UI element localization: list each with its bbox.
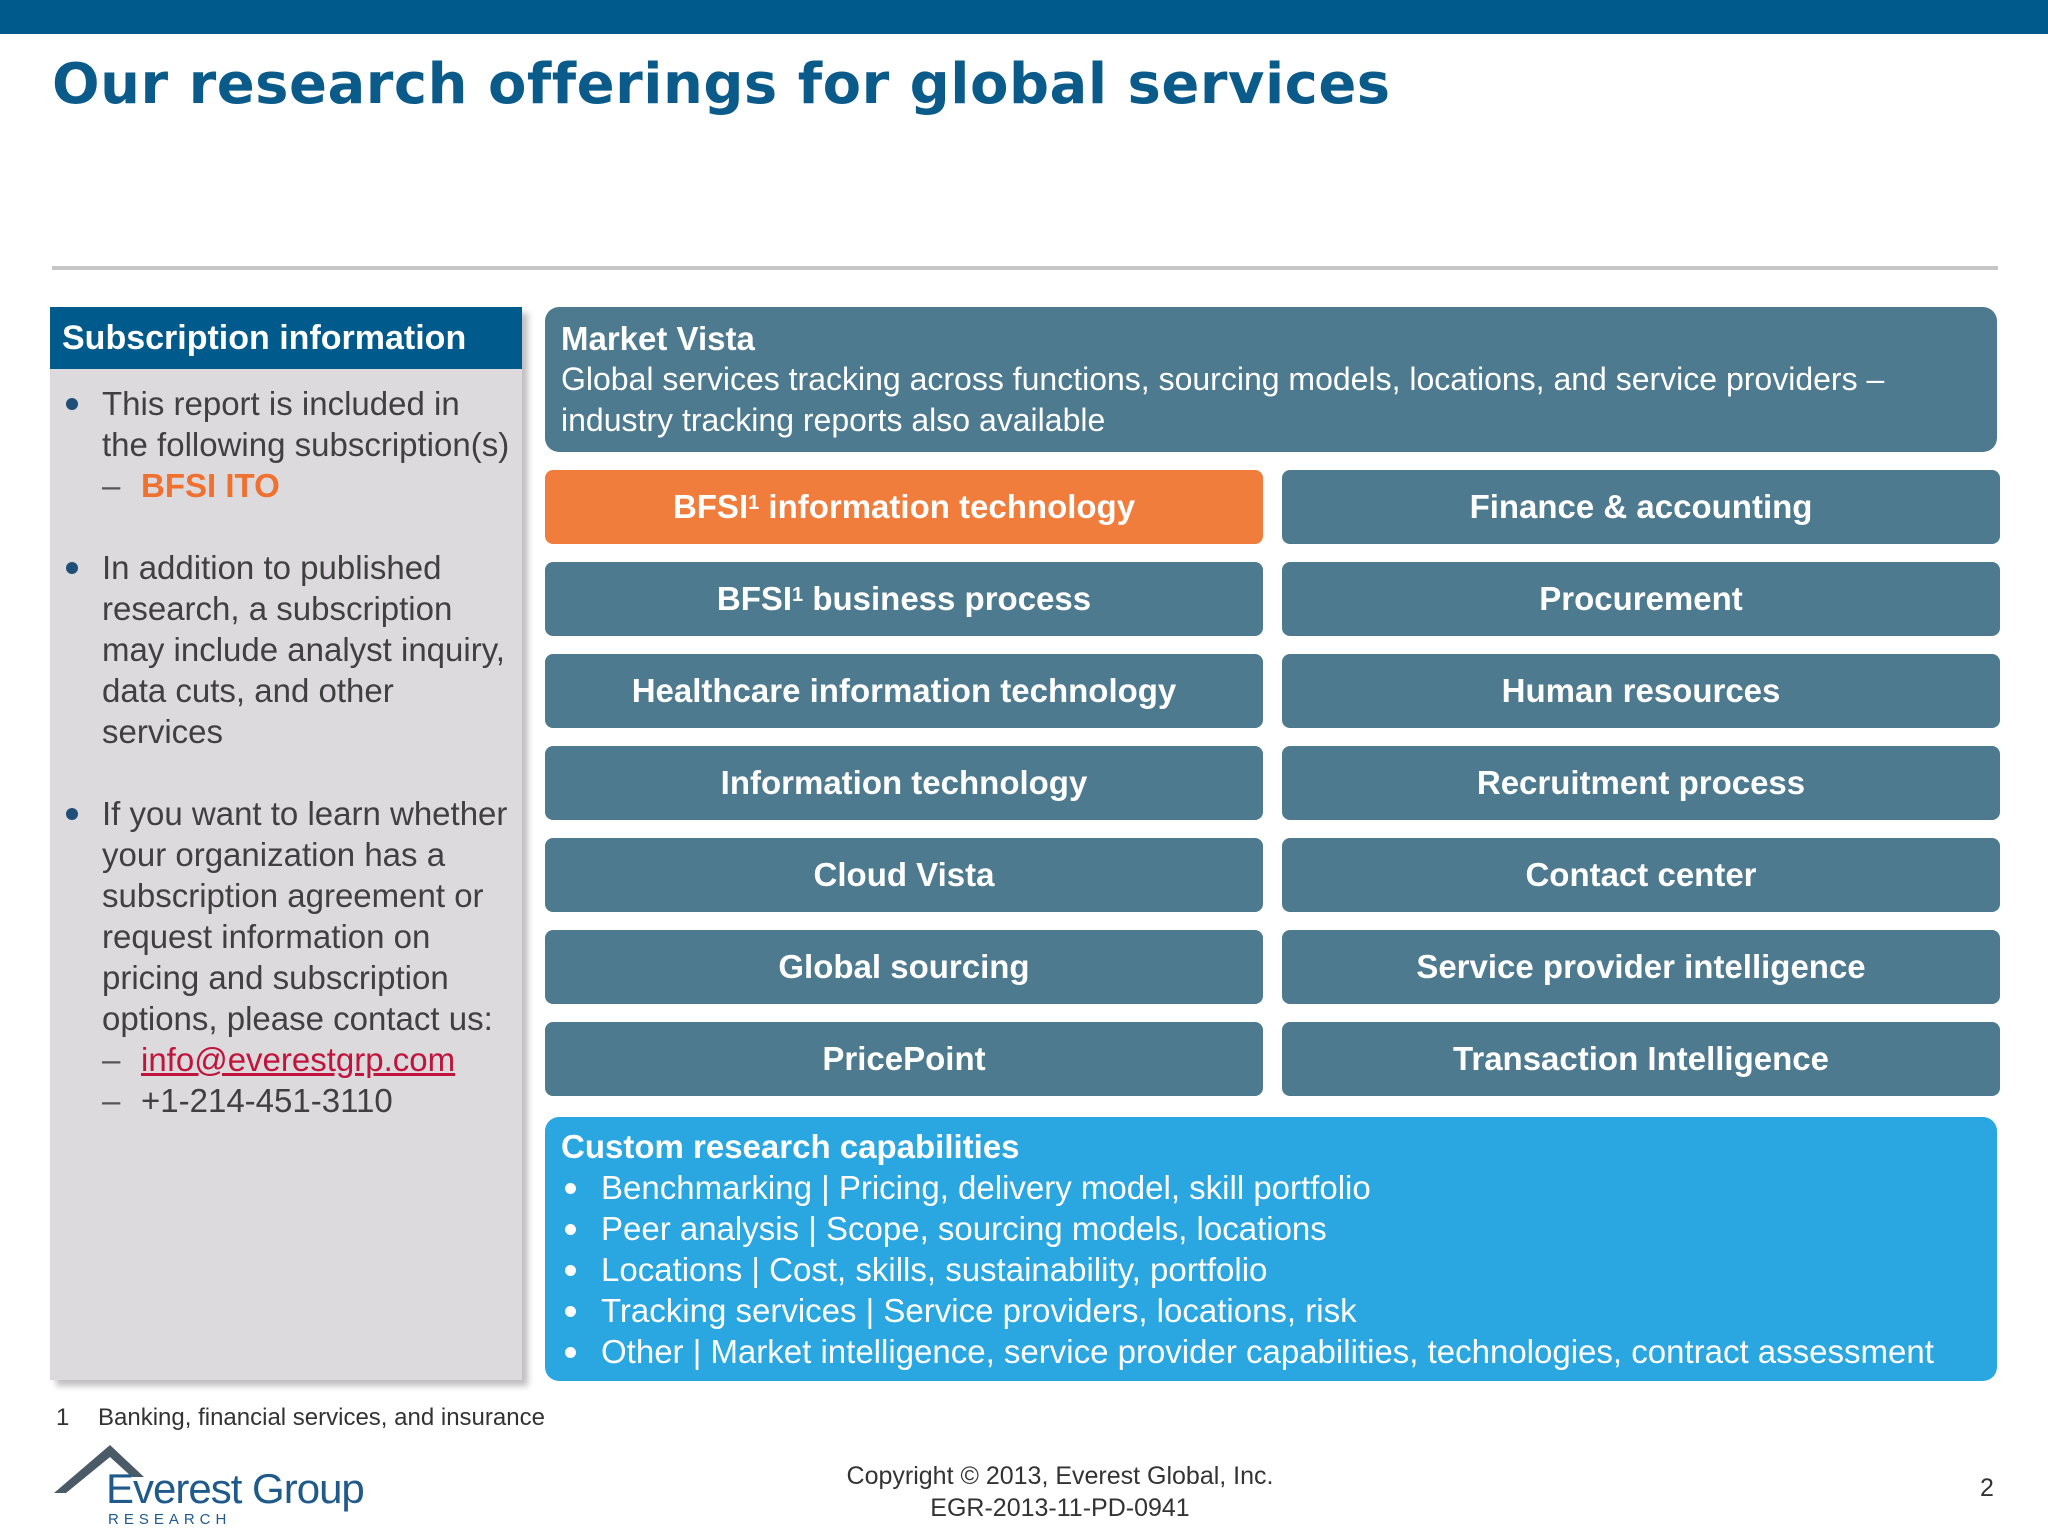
title-divider	[52, 266, 1998, 270]
tile-footnote-ref: 1	[748, 491, 760, 514]
tile-global-sourcing[interactable]	[545, 930, 1263, 1004]
document-id: EGR-2013-11-PD-0941	[930, 1494, 1190, 1522]
market-vista-description: Global services tracking across functions, sourcing models, locations, and service providers – industry tracking reports also available	[561, 361, 1885, 438]
custom-research-item	[561, 1208, 1981, 1249]
bullet-text: In addition to published research, a subscription may include analyst inquiry, data cuts, and other services	[102, 549, 505, 750]
bullet-icon	[66, 398, 78, 410]
custom-research-list	[561, 1167, 1981, 1372]
subscription-header: Subscription information	[50, 307, 522, 369]
tile-label: Recruitment process	[1476, 764, 1806, 801]
contact-email-link[interactable]: info@everestgrp.com	[141, 1041, 456, 1078]
bullet-icon	[66, 562, 78, 574]
page-title: Our research offerings for global services	[52, 52, 1391, 117]
page-number: 2	[1980, 1474, 1994, 1502]
logo-wordmark: Everest Group	[106, 1465, 364, 1512]
subscription-list	[50, 369, 522, 1121]
tile-label: Contact center	[1525, 856, 1757, 893]
custom-research-item-text: Tracking services | Service providers, locations, risk	[601, 1292, 1357, 1329]
subscription-bullet	[64, 793, 512, 1121]
custom-research-item	[561, 1167, 1981, 1208]
tile-label-suffix: business process	[803, 580, 1092, 617]
footnote-text: Banking, financial services, and insurance	[98, 1404, 545, 1431]
tile-service-provider-intelligence[interactable]	[1282, 930, 2000, 1004]
subscription-bullet	[64, 547, 512, 752]
tile-bfsi-information-technology[interactable]	[545, 470, 1263, 544]
contact-sublist	[102, 1039, 512, 1121]
custom-research-item	[561, 1249, 1981, 1290]
tile-label: Procurement	[1539, 580, 1743, 617]
bullet-icon	[565, 1224, 576, 1235]
subscription-sub-item	[102, 465, 512, 506]
copyright	[760, 1460, 1360, 1524]
footnote-number: 1	[56, 1404, 70, 1431]
tile-footnote-ref: 1	[792, 583, 804, 606]
bullet-icon	[66, 808, 78, 820]
dash-icon: –	[102, 467, 121, 504]
dash-icon: –	[102, 1082, 121, 1119]
tile-label-suffix: information technology	[759, 488, 1136, 525]
custom-research-box[interactable]	[545, 1117, 1997, 1381]
market-vista-box[interactable]	[545, 307, 1997, 452]
bullet-text: If you want to learn whether your organization has a subscription agreement or request information on pricing and subscription options, please contact us:	[102, 795, 508, 1037]
subscription-bullet	[64, 383, 512, 506]
subscription-name: BFSI ITO	[141, 467, 280, 504]
logo-subtitle: RESEARCH	[108, 1511, 232, 1528]
tile-pricepoint[interactable]	[545, 1022, 1263, 1096]
tile-procurement[interactable]	[1282, 562, 2000, 636]
tile-contact-center[interactable]	[1282, 838, 2000, 912]
bullet-icon	[565, 1347, 576, 1358]
contact-email-item	[102, 1039, 512, 1080]
tile-transaction-intelligence[interactable]	[1282, 1022, 2000, 1096]
tile-label: Information technology	[720, 764, 1088, 801]
custom-research-item-text: Peer analysis | Scope, sourcing models, locations	[601, 1210, 1327, 1247]
tile-label: PricePoint	[822, 1040, 986, 1077]
tile-label: Human resources	[1501, 672, 1781, 709]
subscription-panel	[50, 307, 522, 1380]
subscription-sublist	[102, 465, 512, 506]
custom-research-item	[561, 1290, 1981, 1331]
tile-recruitment-process[interactable]	[1282, 746, 2000, 820]
custom-research-item	[561, 1331, 1981, 1372]
contact-phone-item	[102, 1080, 512, 1121]
tile-label: Transaction Intelligence	[1453, 1040, 1829, 1077]
tile-information-technology[interactable]	[545, 746, 1263, 820]
custom-research-title: Custom research capabilities	[561, 1128, 1020, 1165]
top-accent-bar	[0, 0, 2048, 34]
footnote	[56, 1404, 545, 1432]
bullet-icon	[565, 1265, 576, 1276]
market-vista-title: Market Vista	[561, 320, 755, 357]
tile-finance-accounting[interactable]	[1282, 470, 2000, 544]
tile-label: Global sourcing	[778, 948, 1030, 985]
tile-label: Service provider intelligence	[1416, 948, 1866, 985]
bullet-text: This report is included in the following subscription(s)	[102, 385, 510, 463]
tile-label: Healthcare information technology	[631, 672, 1177, 709]
everest-group-logo	[52, 1435, 364, 1528]
contact-phone: +1-214-451-3110	[141, 1082, 393, 1119]
tile-bfsi-business-process[interactable]	[545, 562, 1263, 636]
tile-human-resources[interactable]	[1282, 654, 2000, 728]
custom-research-item-text: Benchmarking | Pricing, delivery model, skill portfolio	[601, 1169, 1371, 1206]
bullet-icon	[565, 1183, 576, 1194]
bullet-icon	[565, 1306, 576, 1317]
tile-label: Finance & accounting	[1469, 488, 1813, 525]
custom-research-item-text: Other | Market intelligence, service provider capabilities, technologies, contract assessment	[601, 1333, 1934, 1370]
tile-label: Cloud Vista	[813, 856, 995, 893]
dash-icon: –	[102, 1041, 121, 1078]
tile-cloud-vista[interactable]	[545, 838, 1263, 912]
tile-label: BFSI	[672, 488, 749, 525]
tile-label: BFSI	[716, 580, 793, 617]
custom-research-item-text: Locations | Cost, skills, sustainability, portfolio	[601, 1251, 1268, 1288]
tile-healthcare-it[interactable]	[545, 654, 1263, 728]
copyright-line: Copyright © 2013, Everest Global, Inc.	[846, 1462, 1274, 1490]
